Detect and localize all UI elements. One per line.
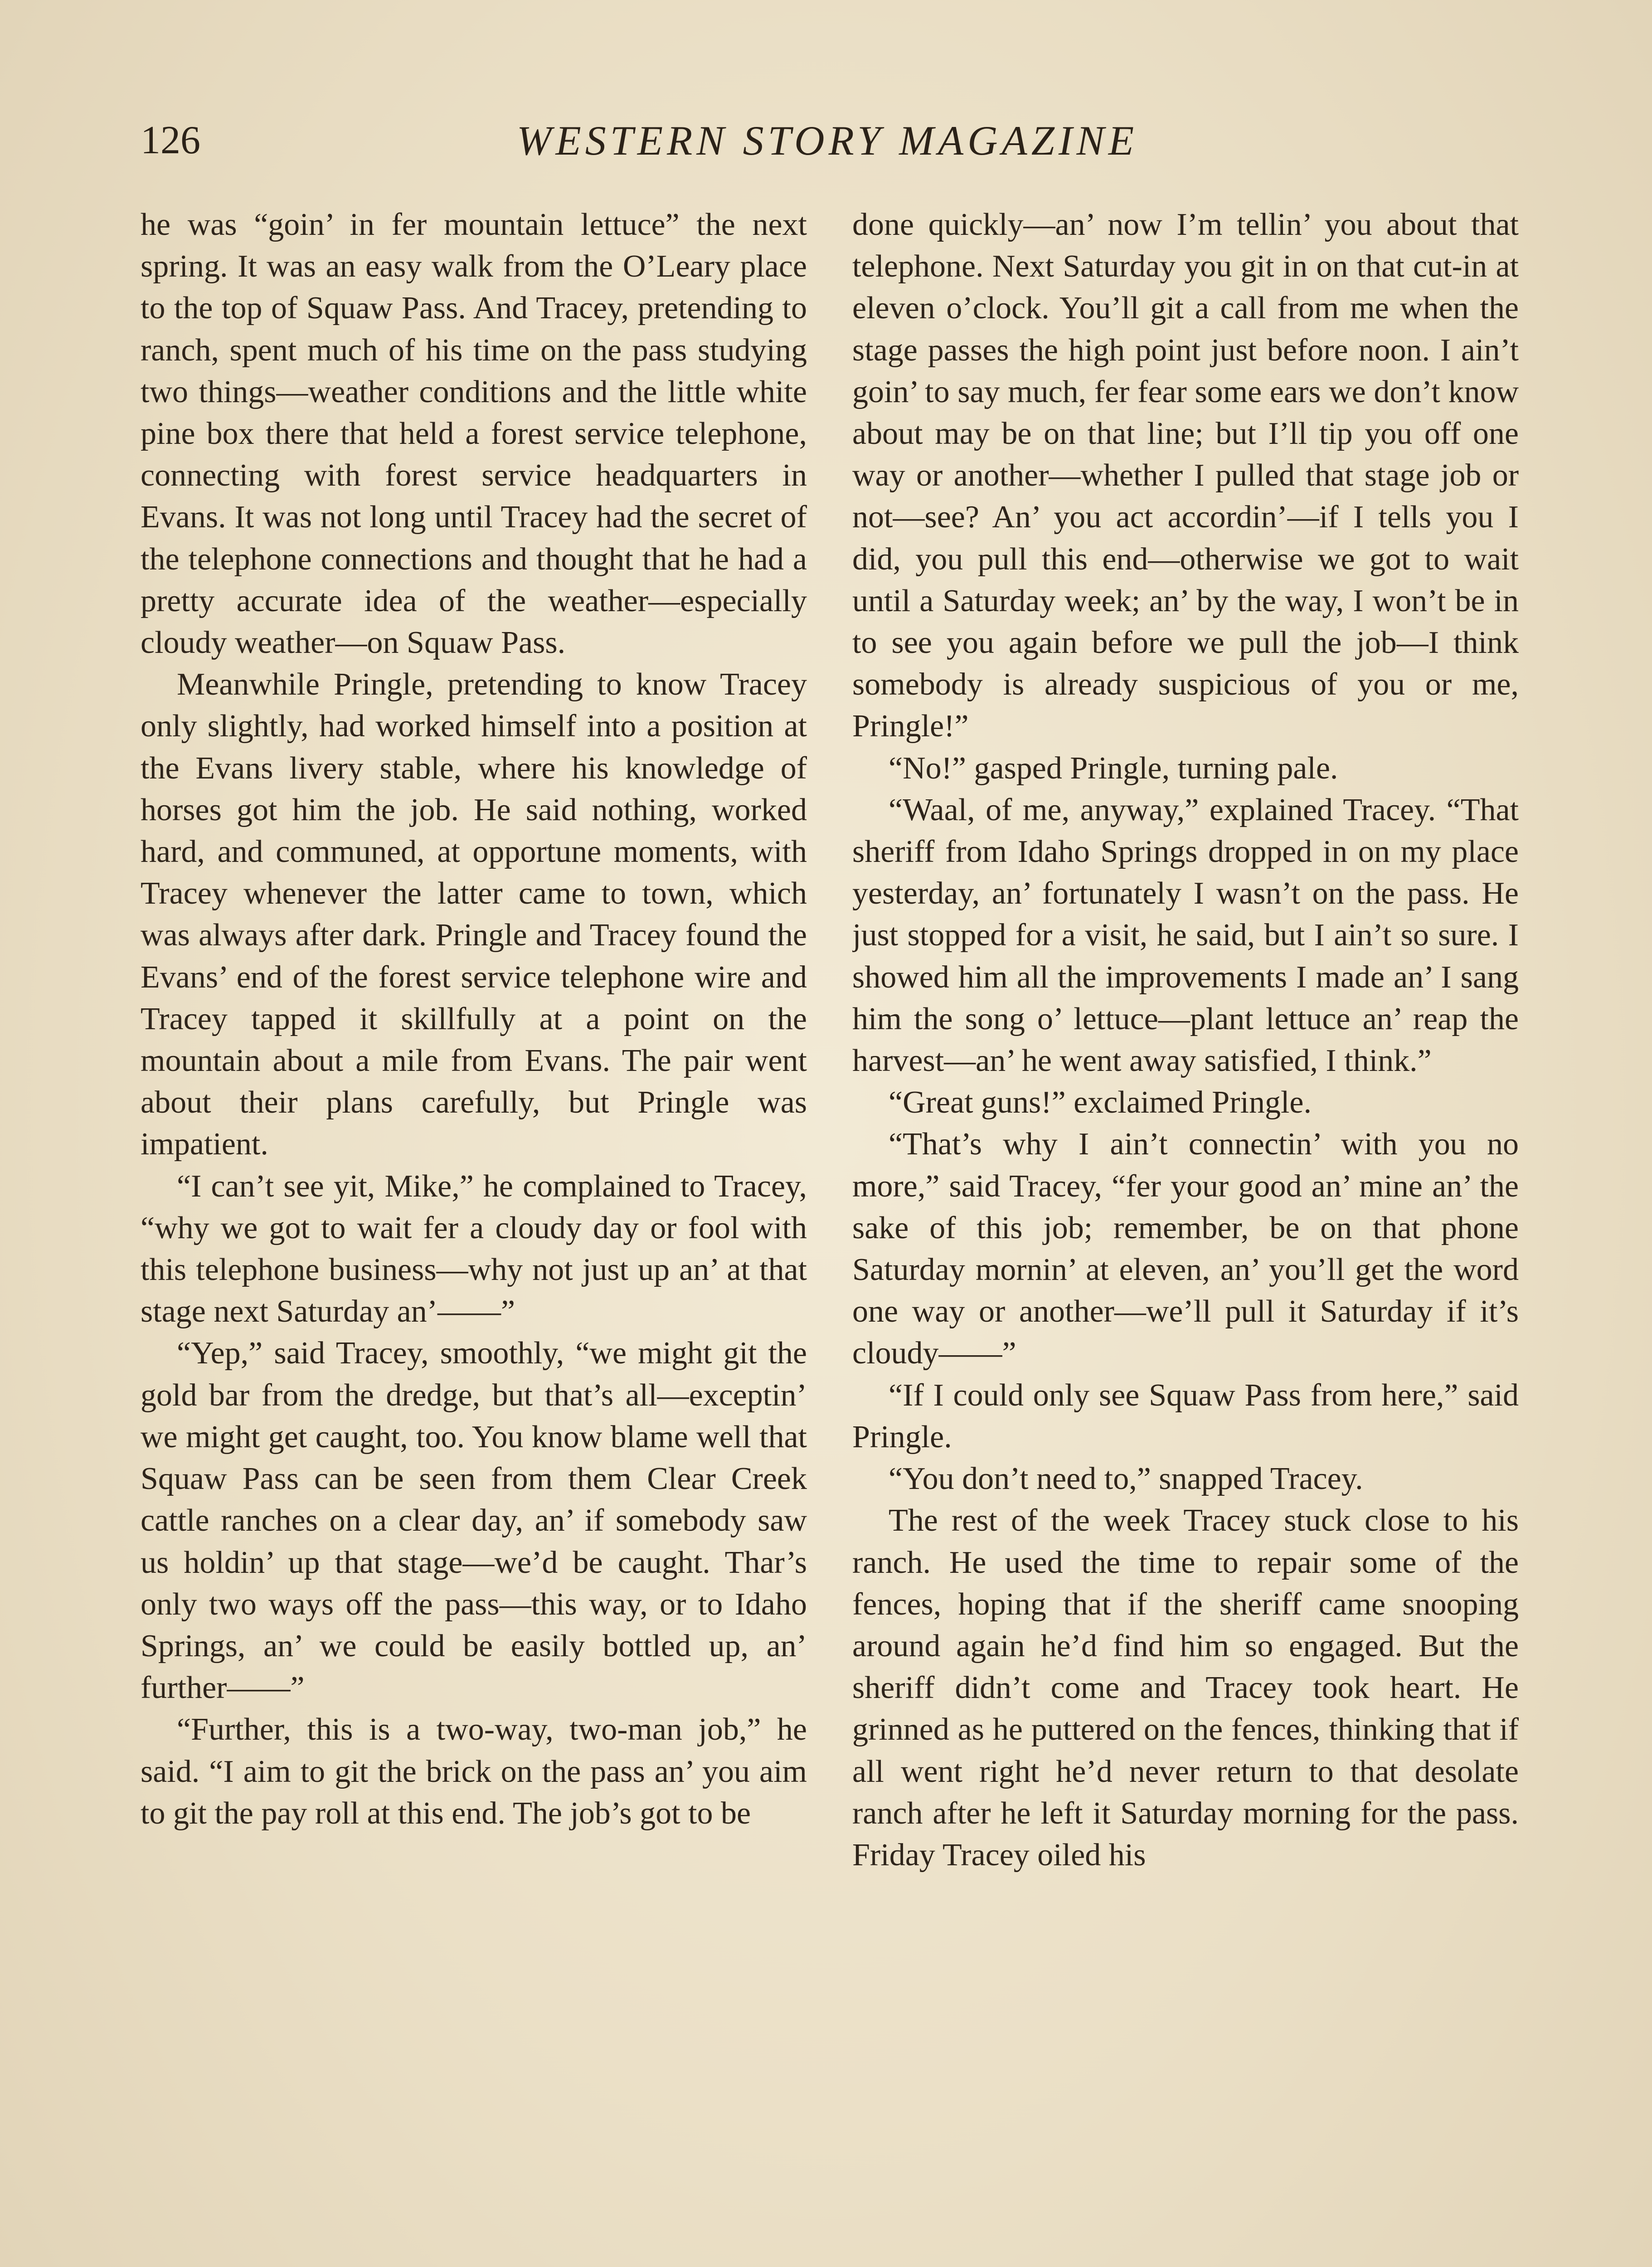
left-paragraph-2: Meanwhile Pringle, pretending to know Tracey only slightly, had worked himself into a position at the Evans livery stable, where his knowledge of horses got him the job. He said nothing, worked hard, and communed, at opportune moments, with Tracey whenever the latter came to town, which was always after dark. Pringle and Tracey found the Evans’ end of the forest service telephone wire and Tracey tapped it skillfully at a point on the mountain about a mile from Evans. The pair went about their plans carefully, but Pringle was impatient. [141,667,807,1162]
right-text-column [852,204,1519,2267]
left-paragraph-5: “Further, this is a two-way, two-man job,” he said. “I aim to git the brick on the pass an’ you aim to git the pay roll at this end. The job’s got to be [141,1712,807,1831]
right-paragraph-2: “No!” gasped Pringle, turning pale. [889,750,1338,786]
right-paragraph-5: “That’s why I ain’t connectin’ with you no more,” said Tracey, “fer your good an’ mine an’ the sake of this job; remember, be on that phone Saturday mornin’ at eleven, an’ you’ll get the word one way or another—we’ll pull it Saturday if it’s cloudy——” [852,1127,1519,1371]
right-paragraph-7: “You don’t need to,” snapped Tracey. [889,1461,1363,1497]
left-text-column [141,204,807,2267]
right-paragraph-1: done quickly—an’ now I’m tellin’ you about that telephone. Next Saturday you git in on that cut-in at eleven o’clock. You’ll git a call from me when the stage passes the high point just before noon. I ain’t goin’ to say much, fer fear some ears we don’t know about may be on that line; but I’ll tip you off one way or another—whether I pulled that stage job or not—see? An’ you act accordin’—if I tells you I did, you pull this end—otherwise we got to wait until a Saturday week; an’ by the way, I won’t be in to see you again before we pull the job—I think somebody is already suspicious of you or me, Pringle!” [852,207,1519,744]
page-number: 126 [141,118,200,162]
left-paragraph-4: “Yep,” said Tracey, smoothly, “we might git the gold bar from the dredge, but that’s all—exceptin’ we might get caught, too. You know blame well that Squaw Pass can be seen from them Clear Creek cattle ranches on a clear day, an’ if somebody saw us holdin’ up that stage—we’d be caught. Thar’s only two ways off the pass—this way, or to Idaho Springs, an’ we could be easily bottled up, an’ further——” [141,1336,807,1706]
left-paragraph-1: he was “goin’ in fer mountain lettuce” the next spring. It was an easy walk from the O’Leary place to the top of Squaw Pass. And Tracey, pretending to ranch, spent much of his time on the pass studying two things—weather conditions and the little white pine box there that held a forest service telephone, connecting with forest service headquarters in Evans. It was not long until Tracey had the secret of the telephone connections and thought that he had a pretty accurate idea of the weather—especially cloudy weather—on Squaw Pass. [141,207,807,661]
right-paragraph-4: “Great guns!” exclaimed Pringle. [889,1085,1312,1120]
right-paragraph-3: “Waal, of me, anyway,” explained Tracey. “That sheriff from Idaho Springs dropped in on my place yesterday, an’ fortunately I wasn’t on the pass. He just stopped for a visit, he said, but I ain’t so sure. I showed him all the improvements I made an’ I sang him the song o’ lettuce—plant lettuce an’ reap the harvest—an’ he went away satisfied, I think.” [852,792,1519,1079]
page-header [141,116,1514,184]
right-paragraph-6: “If I could only see Squaw Pass from here,” said Pringle. [852,1377,1519,1455]
left-paragraph-3: “I can’t see yit, Mike,” he complained to Tracey, “why we got to wait fer a cloudy day or fool with this telephone business—why not just up an’ at that stage next Saturday an’——” [141,1168,807,1329]
magazine-title: WESTERN STORY MAGAZINE [516,117,1138,164]
right-paragraph-8: The rest of the week Tracey stuck close to his ranch. He used the time to repair some of the fences, hoping that if the sheriff came snooping around again he’d find him so engaged. But the sheriff didn’t come and Tracey took heart. He grinned as he puttered on the fences, thinking that if all went right he’d never return to that desolate ranch after he left it Saturday morning for the pass. Friday Tracey oiled his [852,1503,1519,1873]
